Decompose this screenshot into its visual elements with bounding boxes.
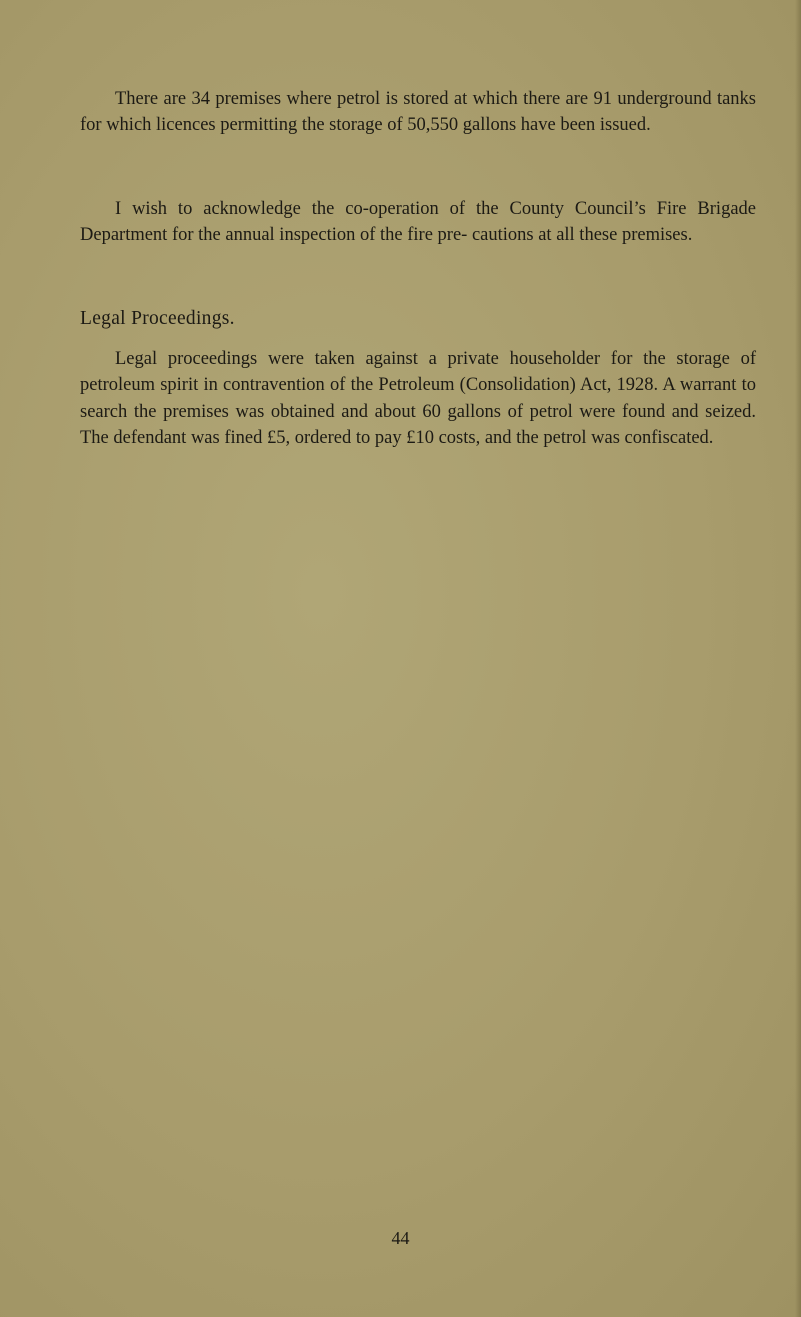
section-heading: Legal Proceedings. xyxy=(80,308,235,329)
legal-proceedings-paragraph: Legal proceedings were taken against a private householder for the storage of petroleum spirit in contravention of the Petroleum (Consolidation) Act, 1928. A warrant to search the premises was obtained and about 60 gallons of petrol were found and seized. The defendant was fined £5, ordered to pay £10 costs, and the petrol was confiscated. xyxy=(80,349,756,449)
petrol-storage-paragraph: There are 34 premises where petrol is stored at which there are 91 underground tanks for which licences permitting the storage of 50,550 gallons have been issued. xyxy=(80,89,756,136)
page-number: 44 xyxy=(391,1228,410,1248)
page-edge-shadow xyxy=(795,0,801,1317)
fire-brigade-acknowledgement-paragraph: I wish to acknowledge the co-operation of the County Council’s Fire Brigade Department for the annual inspection of the fire pre- cautions at all these premises. xyxy=(80,199,756,246)
